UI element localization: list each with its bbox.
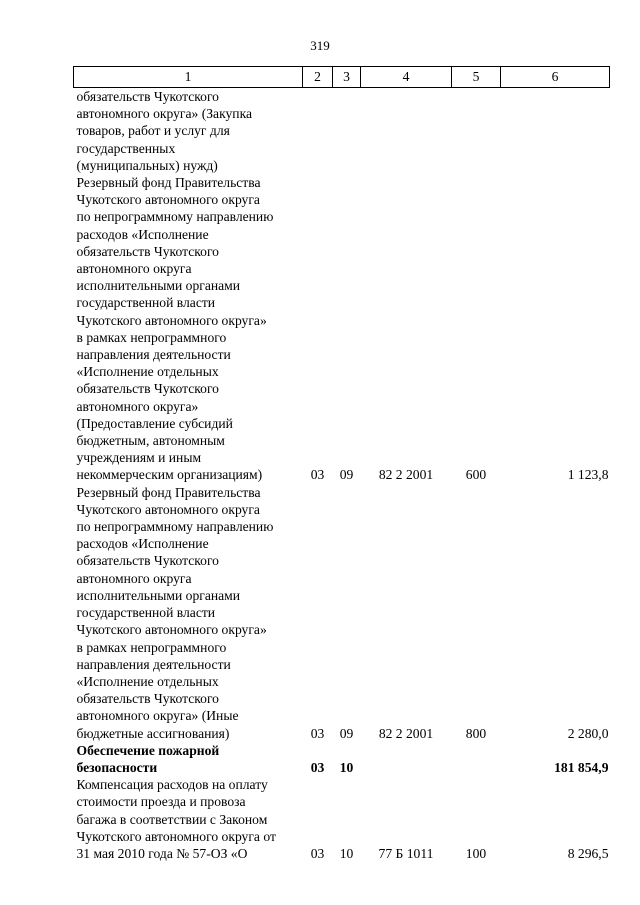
row-subsection-code: 10 bbox=[339, 845, 354, 861]
row-description: Обеспечение пожарной безопасности bbox=[76, 742, 220, 775]
row-description: обязательств Чукотского автономного округа» (Закупка товаров, работ и услуг для государственных (муниципальных) нужд) bbox=[76, 89, 252, 173]
table-header bbox=[74, 67, 610, 88]
row-amount: 181 854,9 bbox=[554, 759, 609, 775]
row-subsection-code: 09 bbox=[339, 725, 354, 741]
table-row bbox=[74, 742, 610, 776]
row-expense-type: 100 bbox=[465, 845, 487, 861]
row-expense-type: 800 bbox=[465, 725, 487, 741]
row-subsection-code: 09 bbox=[339, 467, 354, 483]
row-amount bbox=[501, 88, 610, 175]
table-row bbox=[74, 88, 610, 175]
table-row bbox=[74, 484, 610, 742]
row-description: Резервный фонд Правительства Чукотского автономного округа по непрограммному направлению расходов «Исполнение обязательств Чукотского автономного округа исполнительными органами государственной власти Чукотского автономного округа» в рамках непрограммного направления деятельности «Исполнение отдельных обязательств Чукотского автономного округа» (Предоставление субсидий бюджетным, автономным учреждениям и иным некоммерческим организациям) bbox=[76, 175, 274, 483]
budget-table bbox=[73, 66, 610, 862]
row-target-article bbox=[361, 88, 452, 175]
header-col-6: 6 bbox=[501, 67, 610, 88]
header-row bbox=[74, 67, 610, 88]
row-target-article: 82 2 2001 bbox=[378, 467, 434, 483]
row-target-article: 82 2 2001 bbox=[378, 725, 434, 741]
table-body bbox=[74, 88, 610, 863]
row-description: Компенсация расходов на оплату стоимости проезда и провоза багажа в соответствии с Законом Чукотского автономного округа от 31 мая 2010 года № 57-ОЗ «О bbox=[76, 777, 276, 861]
row-section-code bbox=[303, 88, 333, 175]
row-target-article: 77 Б 1011 bbox=[378, 845, 434, 861]
row-section-code: 03 bbox=[310, 467, 325, 483]
table-row bbox=[74, 776, 610, 862]
row-description: Резервный фонд Правительства Чукотского автономного округа по непрограммному направлению расходов «Исполнение обязательств Чукотского автономного округа исполнительными органами государственной власти Чукотского автономного округа» в рамках непрограммного направления деятельности «Исполнение отдельных обязательств Чукотского автономного округа» (Иные бюджетные ассигнования) bbox=[76, 484, 274, 741]
row-section-code: 03 bbox=[310, 759, 325, 775]
header-col-5: 5 bbox=[452, 67, 501, 88]
row-target-article bbox=[361, 742, 452, 776]
row-expense-type bbox=[452, 88, 501, 175]
row-amount: 1 123,8 bbox=[567, 467, 609, 483]
row-subsection-code bbox=[333, 88, 361, 175]
row-amount: 8 296,5 bbox=[567, 845, 609, 861]
row-amount: 2 280,0 bbox=[567, 725, 609, 741]
header-col-4: 4 bbox=[361, 67, 452, 88]
header-col-3: 3 bbox=[333, 67, 361, 88]
row-expense-type: 600 bbox=[465, 467, 487, 483]
header-col-1: 1 bbox=[74, 67, 303, 88]
row-section-code: 03 bbox=[310, 725, 325, 741]
page-number: 319 bbox=[310, 38, 330, 53]
row-expense-type bbox=[452, 742, 501, 776]
header-col-2: 2 bbox=[303, 67, 333, 88]
table-row bbox=[74, 174, 610, 484]
row-section-code: 03 bbox=[310, 845, 325, 861]
row-subsection-code: 10 bbox=[339, 759, 354, 775]
